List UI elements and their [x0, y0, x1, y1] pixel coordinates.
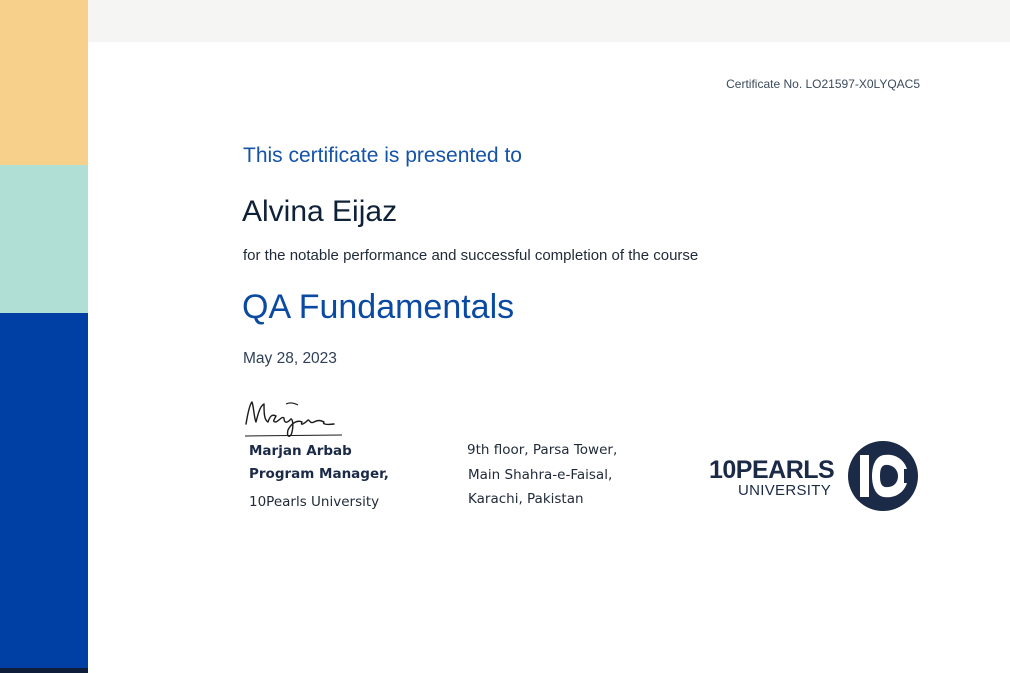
- signature-image: [242, 398, 344, 440]
- address-line-3: Karachi, Pakistan: [468, 491, 584, 507]
- certificate-number: Certificate No. LO21597-X0LYQAC5: [726, 77, 920, 91]
- recipient-name: Alvina Eijaz: [242, 195, 398, 228]
- decorative-color-stripe: [0, 0, 88, 673]
- completion-date: May 28, 2023: [243, 350, 337, 367]
- stripe-band-peach: [0, 0, 88, 165]
- course-title: QA Fundamentals: [242, 288, 515, 326]
- logo-wordmark-university: UNIVERSITY: [738, 482, 832, 499]
- signatory-title: Program Manager,: [249, 466, 389, 482]
- presented-to-label: This certificate is presented to: [243, 144, 522, 167]
- stripe-band-mint: [0, 165, 88, 313]
- address-line-2: Main Shahra-e-Faisal,: [468, 467, 613, 483]
- stripe-band-navy: [0, 668, 88, 673]
- top-header-bar: [88, 0, 1010, 42]
- stripe-band-blue: [0, 313, 88, 668]
- logo-10-emblem-icon: [846, 439, 920, 513]
- signatory-organization: 10Pearls University: [249, 494, 380, 510]
- completion-text: for the notable performance and successful completion of the course: [243, 247, 699, 264]
- signatory-name: Marjan Arbab: [249, 443, 352, 459]
- logo-wordmark-10pearls: 10PEARLS: [709, 456, 835, 484]
- 10pearls-university-logo: [708, 439, 920, 513]
- address-line-1: 9th floor, Parsa Tower,: [467, 442, 618, 458]
